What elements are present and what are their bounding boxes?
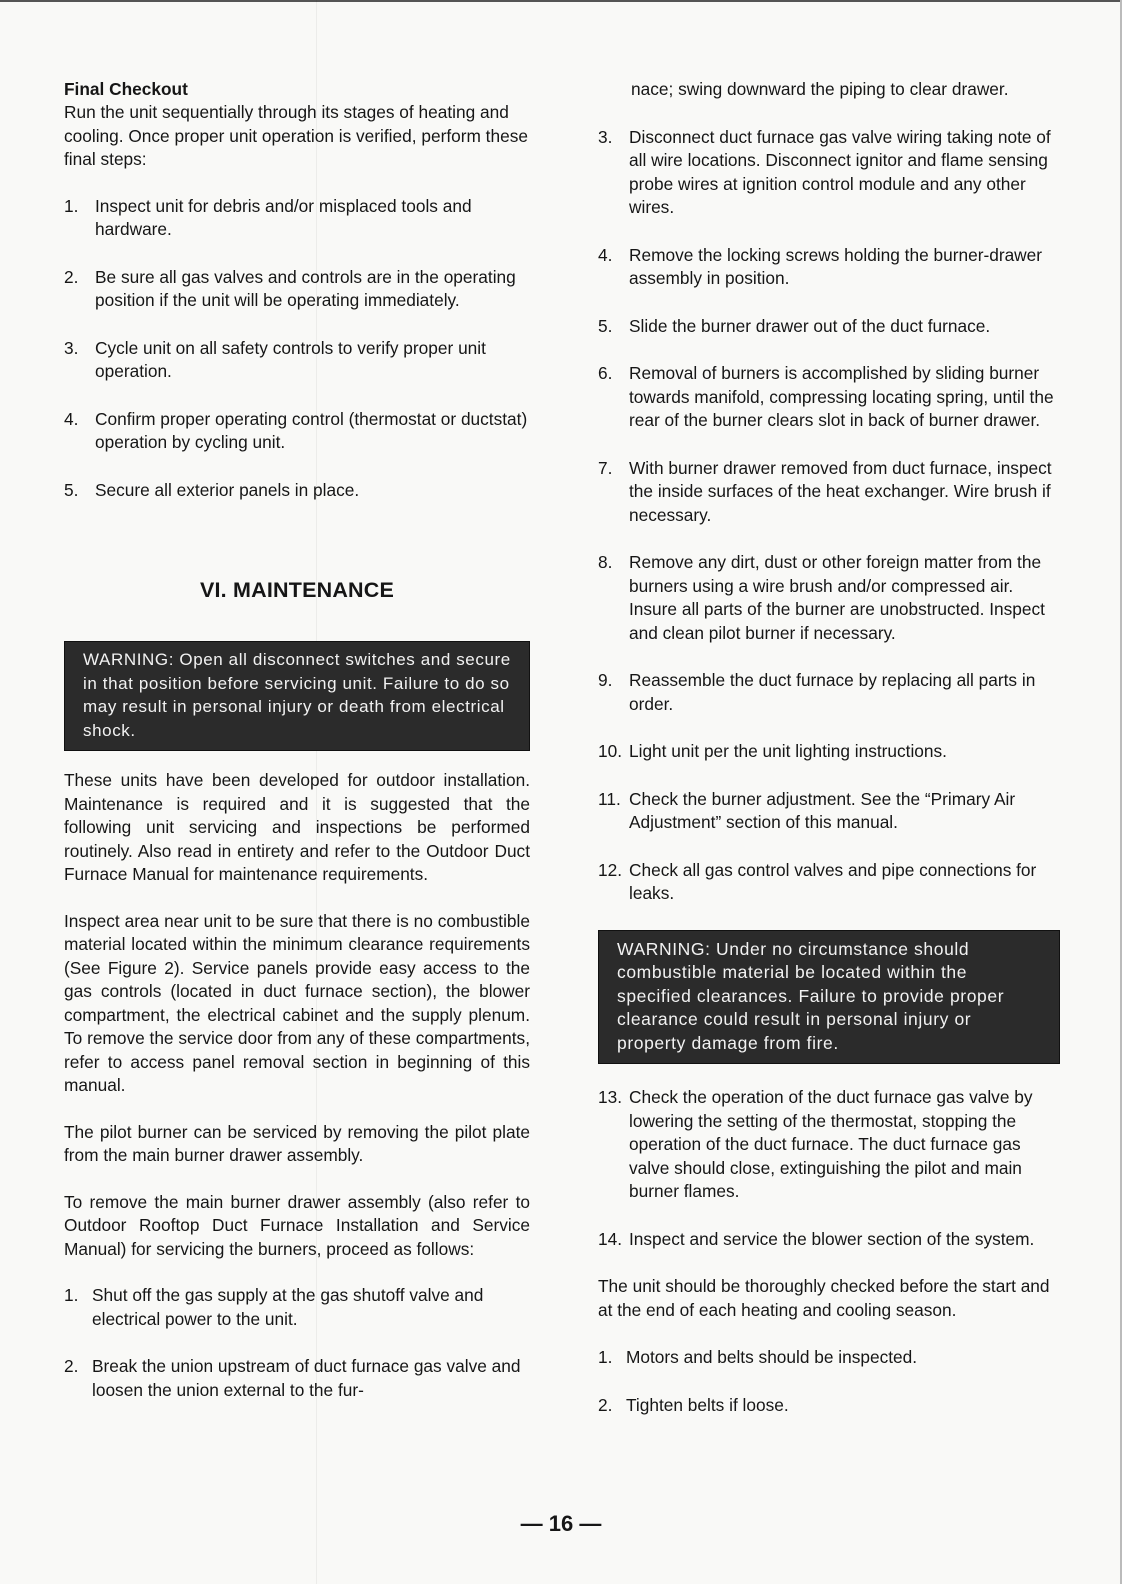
list-item-number: 11.	[598, 788, 621, 809]
list-item-text: Removal of burners is accomplished by sliding burner towards manifold, compressing locating spring, until the rear of the burner clears slot in back of burner drawer.	[629, 363, 1054, 430]
list-item-number: 2.	[64, 1356, 79, 1376]
list-item-text: Be sure all gas valves and controls are in the operating position if the unit will be operating immediately.	[95, 266, 516, 310]
list-item-text: Cycle unit on all safety controls to verify proper unit operation.	[95, 337, 486, 381]
list-item	[598, 740, 1060, 764]
list-item	[64, 266, 530, 313]
final-checkout-intro: Run the unit sequentially through its stages of heating and cooling. Once proper unit operation is verified, perform these final steps:	[64, 102, 528, 169]
list-item-text: Check the burner adjustment. See the “Primary Air Adjustment” section of this manual.	[629, 788, 1016, 832]
list-item-text: Shut off the gas supply at the gas shutoff valve and electrical power to the unit.	[92, 1285, 484, 1329]
list-item-text: Motors and belts should be inspected.	[626, 1347, 918, 1367]
list-item-number: 1.	[64, 1285, 79, 1305]
top-rule	[0, 0, 1122, 2]
list-item	[598, 244, 1060, 291]
list-item	[598, 1228, 1060, 1252]
maintenance-paragraph: Inspect area near unit to be sure that there is no combustible material located within the minimum clearance requirements (See Figure 2). Service panels provide easy access to the gas controls (located in duct furnace section), the blower compartment, the electrical cabinet and the supply plenum. To remove the service door from any of these compartments, refer to access panel removal section in beginning of this manual.	[64, 910, 530, 1095]
list-item-number: 4.	[64, 408, 79, 429]
list-item-number: 2.	[598, 1394, 613, 1415]
list-item-number: 1.	[64, 195, 79, 216]
list-item-number: 13.	[598, 1087, 623, 1107]
list-item-text: Check all gas control valves and pipe connections for leaks.	[629, 859, 1037, 903]
list-item-number: 10.	[598, 741, 623, 761]
list-item	[598, 126, 1060, 220]
list-item-text: Break the union upstream of duct furnace gas valve and loosen the union external to the fur-	[92, 1356, 521, 1400]
list-item-text: Slide the burner drawer out of the duct furnace.	[629, 315, 991, 336]
burner-removal-steps-continued	[598, 126, 1060, 906]
warning-text: WARNING: Under no circumstance should combustible material be located within the specified clearances. Failure to provide proper clearance could result in personal injury or property damage from fire.	[617, 938, 1005, 1053]
maintenance-paragraph: These units have been developed for outdoor installation. Maintenance is required and it is suggested that the following unit servicing and inspections be performed routinely. Also read in entirety and refer to the Outdoor Duct Furnace Manual for maintenance requirements.	[64, 770, 530, 884]
list-item	[64, 337, 530, 384]
list-item	[598, 788, 1060, 835]
list-item-number: 3.	[598, 126, 613, 147]
electrical-warning-box	[64, 641, 530, 751]
list-item	[598, 859, 1060, 906]
list-item	[64, 1355, 530, 1402]
final-checkout-steps	[64, 195, 530, 503]
list-item-text: Reassemble the duct furnace by replacing all parts in order.	[629, 670, 1036, 714]
list-item-text: Light unit per the unit lighting instructions.	[629, 741, 947, 761]
list-item-text: Inspect unit for debris and/or misplaced tools and hardware.	[95, 195, 472, 239]
list-item	[64, 195, 530, 242]
list-item-number: 8.	[598, 552, 613, 572]
final-inspection-steps	[598, 1086, 1060, 1251]
list-item-text: Inspect and service the blower section of the system.	[629, 1228, 1035, 1249]
list-item-text: Secure all exterior panels in place.	[95, 479, 360, 500]
list-item-number: 5.	[64, 479, 79, 500]
list-item	[598, 1346, 1060, 1370]
list-item-text: With burner drawer removed from duct furnace, inspect the inside surfaces of the heat exchanger. Wire brush if necessary.	[629, 457, 1052, 525]
clearance-warning-box	[598, 930, 1060, 1065]
list-item-number: 4.	[598, 244, 613, 265]
list-item-number: 12.	[598, 859, 623, 880]
seasonal-check-steps	[598, 1346, 1060, 1417]
list-item	[598, 551, 1060, 645]
list-item	[64, 479, 530, 503]
list-item-number: 6.	[598, 363, 613, 383]
seasonal-check-paragraph: The unit should be thoroughly checked before the start and at the end of each heating and cooling season.	[598, 1276, 1050, 1320]
list-item-text: Remove any dirt, dust or other foreign matter from the burners using a wire brush and/or compressed air. Insure all parts of the burner are unobstructed. Inspect and clean pilot burner if necessary.	[629, 552, 1045, 643]
list-item-number: 2.	[64, 266, 79, 287]
list-item-number: 7.	[598, 457, 613, 478]
list-item	[598, 362, 1060, 433]
list-item-number: 3.	[64, 337, 79, 358]
list-item-number: 9.	[598, 670, 613, 690]
list-item	[64, 408, 530, 455]
burner-removal-steps	[64, 1284, 530, 1402]
list-item	[64, 1284, 530, 1331]
maintenance-paragraph: To remove the main burner drawer assembly (also refer to Outdoor Rooftop Duct Furnace Installation and Service Manual) for servicing the burners, proceed as follows:	[64, 1191, 530, 1259]
list-item	[598, 1394, 1060, 1418]
list-item-number: 14.	[598, 1228, 623, 1249]
maintenance-paragraph: The pilot burner can be serviced by removing the pilot plate from the main burner drawer assembly.	[64, 1121, 530, 1165]
list-item	[598, 1086, 1060, 1204]
left-column	[64, 78, 530, 1402]
maintenance-section-title: VI. MAINTENANCE	[199, 578, 395, 602]
warning-text: WARNING: Open all disconnect switches and secure in that position before servicing unit. Failure to do so may result in personal injury or death from electrical shock.	[83, 650, 511, 740]
list-item-text: Tighten belts if loose.	[626, 1394, 789, 1415]
list-item	[598, 669, 1060, 716]
list-item-text: Check the operation of the duct furnace gas valve by lowering the setting of the thermostat, stopping the operation of the duct furnace. The duct furnace gas valve should close, extinguishing the pilot and main burner flames.	[629, 1087, 1033, 1201]
page-number: — 16 —	[520, 1511, 602, 1536]
step-continuation: nace; swing downward the piping to clear drawer.	[631, 79, 1009, 99]
final-checkout-heading: Final Checkout	[64, 79, 188, 99]
list-item-number: 5.	[598, 315, 613, 336]
list-item-text: Confirm proper operating control (thermostat or ductstat) operation by cycling unit.	[95, 408, 528, 452]
list-item-text: Disconnect duct furnace gas valve wiring taking note of all wire locations. Disconnect ignitor and flame sensing probe wires at ignition control module and any other wires.	[629, 126, 1051, 217]
list-item-text: Remove the locking screws holding the burner-drawer assembly in position.	[629, 244, 1043, 288]
list-item	[598, 315, 1060, 339]
right-column	[598, 78, 1060, 1417]
list-item-number: 1.	[598, 1347, 613, 1367]
list-item	[598, 457, 1060, 528]
